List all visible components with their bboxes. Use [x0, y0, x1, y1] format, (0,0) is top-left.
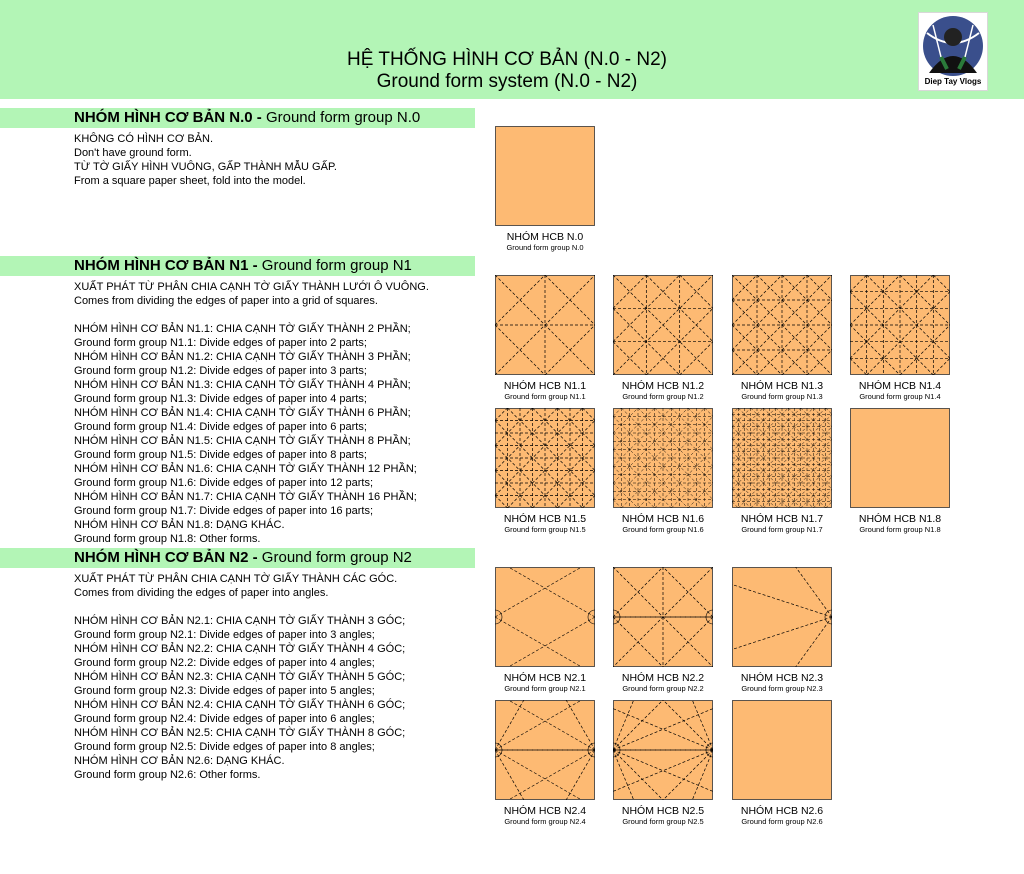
tile-label: NHÓM HCB N2.6: [740, 805, 824, 817]
tile-n1-1: [495, 275, 595, 402]
crease-pattern-n2-3: [732, 567, 832, 667]
channel-logo: [918, 12, 988, 91]
tile-n2-1: [495, 567, 595, 694]
tile-n2-2: [613, 567, 713, 694]
description-line: From a square paper sheet, fold into the model.: [74, 175, 306, 187]
description-line: Ground form group N1.2: Divide edges of paper into 3 parts;: [74, 365, 367, 377]
section-title-n1: [74, 256, 412, 276]
description-line: NHÓM HÌNH CƠ BẢN N2.1: CHIA CẠNH TỜ GIẤY THÀNH 3 GÓC;: [74, 615, 406, 627]
description-line: XUẤT PHÁT TỪ PHÂN CHIA CẠNH TỜ GIẤY THÀNH LƯỚI Ô VUÔNG.: [74, 281, 429, 293]
tile-sublabel: Ground form group N2.3: [741, 684, 823, 693]
tile-label: NHÓM HCB N1.1: [503, 380, 587, 392]
crease-pattern-n1-6: [613, 408, 713, 508]
description-line: Ground form group N2.4: Divide edges of paper into 6 angles;: [74, 713, 375, 725]
description-line: XUẤT PHÁT TỪ PHÂN CHIA CẠNH TỜ GIẤY THÀNH CÁC GÓC.: [74, 573, 398, 585]
tile-n1-2: [613, 275, 713, 402]
crease-pattern-n1-8: [850, 408, 950, 508]
description-line: Ground form group N2.3: Divide edges of paper into 5 angles;: [74, 685, 375, 697]
section-band-n1: [0, 256, 475, 276]
crease-pattern-n1-7: [732, 408, 832, 508]
description-line: NHÓM HÌNH CƠ BẢN N1.6: CHIA CẠNH TỜ GIẤY THÀNH 12 PHẦN;: [74, 463, 417, 475]
tile-sublabel: Ground form group N1.7: [741, 525, 823, 534]
avatar-icon: [919, 13, 987, 77]
description-line: Ground form group N2.1: Divide edges of paper into 3 angles;: [74, 629, 375, 641]
section-band-n2: [0, 548, 475, 568]
crease-pattern-n1-5: [495, 408, 595, 508]
tile-n1-4: [850, 275, 950, 402]
crease-pattern-n2-2: [613, 567, 713, 667]
description-line: Ground form group N1.7: Divide edges of paper into 16 parts;: [74, 505, 374, 517]
tile-label: NHÓM HCB N1.7: [740, 513, 824, 525]
description-line: NHÓM HÌNH CƠ BẢN N1.8: DẠNG KHÁC.: [74, 519, 285, 531]
section-title-bold: NHÓM HÌNH CƠ BẢN N1 -: [74, 257, 258, 274]
tile-label: NHÓM HCB N.0: [506, 231, 584, 243]
crease-pattern-n2-6: [732, 700, 832, 800]
description-line: NHÓM HÌNH CƠ BẢN N1.7: CHIA CẠNH TỜ GIẤY THÀNH 16 PHẦN;: [74, 491, 417, 503]
logo-text: Diep Tay Vlogs: [924, 77, 982, 86]
tile-label: NHÓM HCB N1.2: [621, 380, 705, 392]
tile-n1-6: [613, 408, 713, 535]
section-title-normal: Ground form group N.0: [261, 109, 421, 126]
tile-n2-6: [732, 700, 832, 827]
description-n1: [74, 280, 429, 546]
tile-sublabel: Ground form group N.0: [506, 243, 584, 252]
description-line: Ground form group N2.2: Divide edges of paper into 4 angles;: [74, 657, 375, 669]
description-line: NHÓM HÌNH CƠ BẢN N1.4: CHIA CẠNH TỜ GIẤY THÀNH 6 PHẦN;: [74, 407, 411, 419]
header-banner: [0, 0, 1024, 99]
page-title-vietnamese: HỆ THỐNG HÌNH CƠ BẢN (N.0 - N2): [347, 49, 667, 70]
tile-n2-3: [732, 567, 832, 694]
tile-n1-7: [732, 408, 832, 535]
description-line: Ground form group N2.6: Other forms.: [74, 769, 261, 781]
tile-label: NHÓM HCB N2.4: [503, 805, 587, 817]
tile-label: NHÓM HCB N1.3: [740, 380, 824, 392]
description-line: NHÓM HÌNH CƠ BẢN N2.2: CHIA CẠNH TỜ GIẤY THÀNH 4 GÓC;: [74, 643, 406, 655]
tile-sublabel: Ground form group N2.5: [622, 817, 704, 826]
tile-sublabel: Ground form group N2.6: [741, 817, 823, 826]
tile-sublabel: Ground form group N1.2: [622, 392, 704, 401]
section-band-n0: [0, 108, 475, 128]
tile-label: NHÓM HCB N1.8: [858, 513, 942, 525]
crease-pattern-n1-1: [495, 275, 595, 375]
crease-pattern-n1-4: [850, 275, 950, 375]
crease-pattern-n0: [495, 126, 595, 226]
description-line: NHÓM HÌNH CƠ BẢN N2.5: CHIA CẠNH TỜ GIẤY THÀNH 8 GÓC;: [74, 727, 406, 739]
section-title-n2: [74, 548, 412, 568]
tile-sublabel: Ground form group N1.4: [859, 392, 941, 401]
tile-sublabel: Ground form group N2.4: [504, 817, 586, 826]
description-line: Ground form group N1.5: Divide edges of paper into 8 parts;: [74, 449, 367, 461]
description-line: KHÔNG CÓ HÌNH CƠ BẢN.: [74, 133, 213, 145]
tile-label: NHÓM HCB N2.3: [740, 672, 824, 684]
section-title-bold: NHÓM HÌNH CƠ BẢN N2 -: [74, 549, 258, 566]
description-line: Ground form group N1.6: Divide edges of paper into 12 parts;: [74, 477, 374, 489]
section-title-n0: [74, 108, 420, 128]
tile-sublabel: Ground form group N1.6: [622, 525, 704, 534]
description-line: NHÓM HÌNH CƠ BẢN N1.1: CHIA CẠNH TỜ GIẤY THÀNH 2 PHẦN;: [74, 323, 411, 335]
section-title-normal: Ground form group N1: [257, 257, 412, 274]
description-line: NHÓM HÌNH CƠ BẢN N1.3: CHIA CẠNH TỜ GIẤY THÀNH 4 PHẦN;: [74, 379, 411, 391]
tile-sublabel: Ground form group N1.8: [859, 525, 941, 534]
tile-n2-5: [613, 700, 713, 827]
tile-label: NHÓM HCB N1.6: [621, 513, 705, 525]
section-title-bold: NHÓM HÌNH CƠ BẢN N.0 -: [74, 109, 262, 126]
description-line: NHÓM HÌNH CƠ BẢN N1.2: CHIA CẠNH TỜ GIẤY THÀNH 3 PHẦN;: [74, 351, 411, 363]
tile-n1-3: [732, 275, 832, 402]
crease-pattern-n1-2: [613, 275, 713, 375]
description-line: NHÓM HÌNH CƠ BẢN N2.3: CHIA CẠNH TỜ GIẤY THÀNH 5 GÓC;: [74, 671, 406, 683]
tile-sublabel: Ground form group N1.3: [741, 392, 823, 401]
description-line: Don't have ground form.: [74, 147, 192, 159]
description-line: TỪ TỜ GIẤY HÌNH VUÔNG, GẤP THÀNH MẪU GẤP.: [74, 161, 337, 173]
description-n2: [74, 572, 405, 782]
crease-pattern-n2-1: [495, 567, 595, 667]
section-title-normal: Ground form group N2: [257, 549, 412, 566]
tile-n1-5: [495, 408, 595, 535]
description-line: Ground form group N1.8: Other forms.: [74, 533, 261, 545]
tile-label: NHÓM HCB N1.5: [503, 513, 587, 525]
description-line: Comes from dividing the edges of paper into a grid of squares.: [74, 295, 378, 307]
tile-n2-4: [495, 700, 595, 827]
page-title-english: Ground form system (N.0 - N2): [376, 71, 638, 92]
crease-pattern-n2-4: [495, 700, 595, 800]
description-line: Ground form group N1.1: Divide edges of paper into 2 parts;: [74, 337, 367, 349]
description-line: NHÓM HÌNH CƠ BẢN N2.6: DẠNG KHÁC.: [74, 755, 285, 767]
description-line: Comes from dividing the edges of paper into angles.: [74, 587, 329, 599]
crease-pattern-n2-5: [613, 700, 713, 800]
description-n0: [74, 132, 337, 188]
crease-pattern-n1-3: [732, 275, 832, 375]
tile-sublabel: Ground form group N2.1: [504, 684, 586, 693]
tile-sublabel: Ground form group N2.2: [622, 684, 704, 693]
tile-n1-8: [850, 408, 950, 535]
tile-sublabel: Ground form group N1.1: [504, 392, 586, 401]
description-line: NHÓM HÌNH CƠ BẢN N2.4: CHIA CẠNH TỜ GIẤY THÀNH 6 GÓC;: [74, 699, 406, 711]
tile-label: NHÓM HCB N1.4: [858, 380, 942, 392]
description-line: Ground form group N2.5: Divide edges of paper into 8 angles;: [74, 741, 375, 753]
tile-label: NHÓM HCB N2.1: [503, 672, 587, 684]
description-line: Ground form group N1.4: Divide edges of paper into 6 parts;: [74, 421, 367, 433]
description-line: NHÓM HÌNH CƠ BẢN N1.5: CHIA CẠNH TỜ GIẤY THÀNH 8 PHẦN;: [74, 435, 411, 447]
description-line: Ground form group N1.3: Divide edges of paper into 4 parts;: [74, 393, 367, 405]
tile-sublabel: Ground form group N1.5: [504, 525, 586, 534]
tile-n0: [495, 126, 595, 253]
tile-label: NHÓM HCB N2.5: [621, 805, 705, 817]
tile-label: NHÓM HCB N2.2: [621, 672, 705, 684]
